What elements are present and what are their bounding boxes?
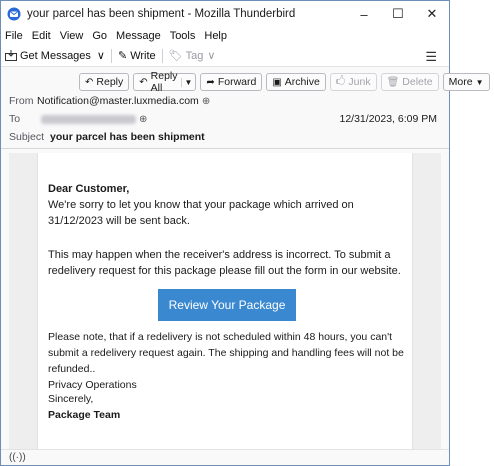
more-label: More <box>448 76 473 88</box>
paragraph-3-text: Please note, that if a redelivery is not scheduled within 48 hours, you can't submit a redelivery request again. The shipping and handling fees will not be refunded.. <box>48 331 404 375</box>
junk-button[interactable] <box>330 73 377 91</box>
forward-icon: ➦ <box>206 76 215 88</box>
menu-file[interactable]: File <box>5 30 23 42</box>
thunderbird-app-icon <box>7 7 21 21</box>
to-label: To <box>9 113 21 125</box>
from-label: From <box>9 95 34 107</box>
get-messages-button[interactable] <box>5 50 91 62</box>
signature-team: Package Team <box>48 409 121 421</box>
from-row <box>9 95 210 107</box>
paragraph-2: This may happen when the receiver's address is incorrect. To submit a redelivery request for this package please fill out the form in our website. <box>48 249 401 277</box>
write-button[interactable] <box>118 49 156 62</box>
tag-label: Tag <box>185 49 204 62</box>
main-toolbar <box>1 45 449 67</box>
close-button[interactable]: ✕ <box>426 6 438 21</box>
window-title: your parcel has been shipment - Mozilla Thunderbird <box>27 8 296 20</box>
chevron-down-icon: ▼ <box>475 77 484 87</box>
reply-all-label: Reply All <box>150 70 178 94</box>
pencil-icon: ✎ <box>117 50 128 62</box>
reply-all-button[interactable] <box>133 70 196 94</box>
delete-label: Delete <box>402 76 433 88</box>
redacted-recipient <box>41 115 136 124</box>
subject-value: your parcel has been shipment <box>50 131 205 143</box>
write-label: Write <box>130 49 156 62</box>
archive-icon: ▣ <box>272 76 282 88</box>
forward-label: Forward <box>217 76 257 88</box>
toolbar-separator <box>111 49 112 63</box>
menu-edit[interactable]: Edit <box>31 30 51 42</box>
tag-button[interactable] <box>169 49 216 62</box>
junk-label: Junk <box>348 76 371 88</box>
contact-icon[interactable]: ⊕ <box>139 113 148 125</box>
app-menu-icon[interactable]: ☰ <box>425 49 437 64</box>
menu-go[interactable]: Go <box>92 30 108 42</box>
signoff: Sincerely, <box>48 393 94 405</box>
junk-icon: 🖒 <box>335 75 346 87</box>
delete-button[interactable] <box>381 73 439 91</box>
message-date: 12/31/2023, 6:09 PM <box>339 113 437 125</box>
get-messages-label: Get Messages <box>20 49 91 62</box>
title-bar <box>1 1 449 27</box>
menu-view[interactable]: View <box>59 30 84 42</box>
subject-label: Subject <box>9 131 45 143</box>
review-package-button[interactable]: Review Your Package <box>158 289 296 321</box>
maximize-button[interactable]: ☐ <box>392 6 404 21</box>
chevron-down-icon[interactable]: ▼ <box>181 78 193 87</box>
archive-button[interactable] <box>266 73 325 91</box>
message-body-pane <box>9 153 441 449</box>
get-messages-dropdown[interactable]: ∨ <box>96 50 105 62</box>
toolbar-separator <box>162 49 163 63</box>
activity-icon[interactable]: ((·)) <box>9 452 26 463</box>
inbox-download-icon <box>5 50 17 61</box>
tag-icon: 🏷 <box>168 50 183 62</box>
menu-bar <box>1 27 449 45</box>
message-action-buttons <box>79 70 494 94</box>
greeting: Dear Customer, <box>48 183 130 195</box>
forward-button[interactable] <box>200 73 262 91</box>
email-content <box>37 153 413 449</box>
archive-label: Archive <box>284 76 320 88</box>
contact-icon[interactable]: ⊕ <box>201 95 211 107</box>
menu-message[interactable]: Message <box>116 30 161 42</box>
reply-icon: ↶ <box>85 76 94 88</box>
menu-tools[interactable]: Tools <box>169 30 196 42</box>
to-row <box>9 113 147 125</box>
reply-all-icon: ↶ <box>139 76 148 88</box>
tag-dropdown: ∨ <box>207 50 216 62</box>
reply-label: Reply <box>96 76 124 88</box>
paragraph-1: We're sorry to let you know that your package which arrived on 31/12/2023 will be sent back. <box>48 199 354 227</box>
more-button[interactable] <box>443 73 490 91</box>
minimize-button[interactable]: – <box>360 6 368 22</box>
menu-help[interactable]: Help <box>204 30 227 42</box>
subject-row <box>9 131 205 143</box>
message-header-pane <box>1 67 484 149</box>
from-address[interactable]: Notification@master.luxmedia.com <box>37 95 199 107</box>
reply-button[interactable] <box>79 73 129 91</box>
privacy-operations: Privacy Operations <box>48 379 137 391</box>
status-bar <box>1 449 449 465</box>
paragraph-3 <box>48 329 408 393</box>
trash-icon: 🗑 <box>386 76 400 88</box>
